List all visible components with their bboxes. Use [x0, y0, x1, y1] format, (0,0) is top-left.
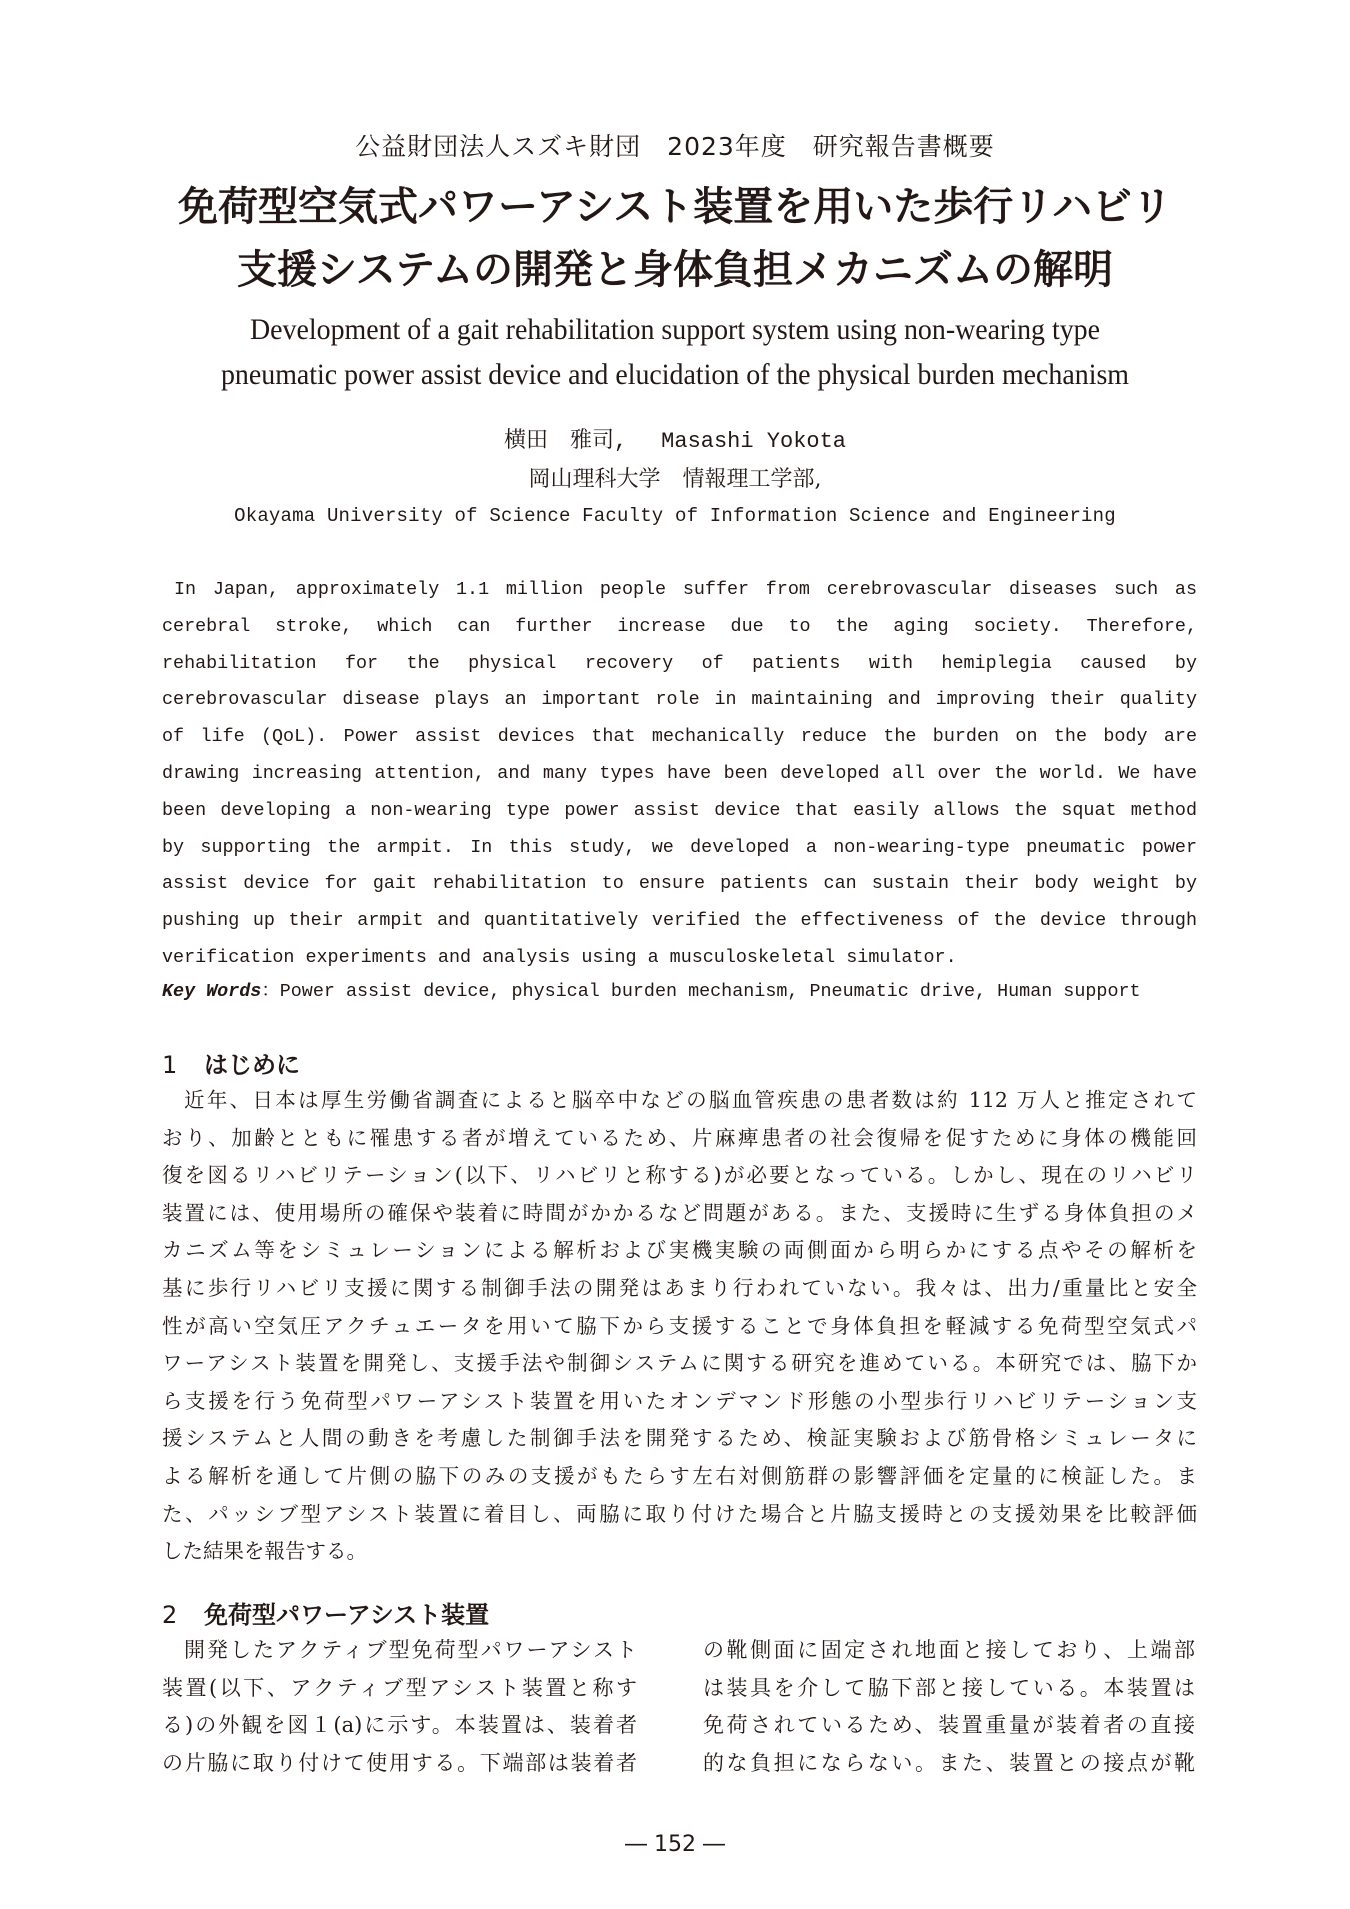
body-line: の靴側面に固定され地面と接しており、上端部 [703, 1638, 1195, 1662]
section-1-body [162, 1082, 1197, 1571]
body-line: は装具を介して脇下部と接している。本装置は [703, 1675, 1195, 1700]
body-line: 性が高い空気圧アクチュエータを用いて脇下から支援することで身体負担を軽減する免荷型空気式パ [162, 1313, 1197, 1338]
abstract-line: rehabilitation for the physical recovery of patients with hemiplegia caused by [162, 652, 1197, 674]
abstract-line: verification experiments and analysis using a musculoskeletal simulator. [162, 946, 957, 968]
body-line: カニズム等をシミュレーションによる解析および実機実験の両側面から明らかにする点やその解析を [162, 1238, 1197, 1263]
body-line: おり、加齢とともに罹患する者が増えているため、片麻痺患者の社会復帰を促すために身体の機能回 [162, 1125, 1197, 1150]
section-number: 2 [162, 1601, 178, 1629]
body-line: 基に歩行リハビリ支援に関する制御手法の開発はあまり行われていない。我々は、出力/重量比と安全 [162, 1275, 1197, 1300]
title-japanese-line-2: 支援システムの開発と身体負担メカニズムの解明 [237, 247, 1113, 293]
abstract [162, 572, 1197, 977]
abstract-line: of life (QoL). Power assist devices that mechanically reduce the burden on the body are [162, 726, 1197, 748]
section-title: 免荷型パワーアシスト装置 [204, 1601, 490, 1629]
abstract-line: drawing increasing attention, and many types have been developed all over the world. We have [162, 762, 1197, 784]
body-line: 近年、日本は厚生労働省調査によると脳卒中などの脳血管疾患の患者数は約 112 万人と推定されて [184, 1088, 1197, 1112]
body-line: した結果を報告する。 [162, 1539, 367, 1564]
keywords-label: Key Words [162, 981, 262, 1002]
title-japanese-line-1: 免荷型空気式パワーアシスト装置を用いた歩行リハビリ [178, 184, 1172, 230]
abstract-line: In Japan, approximately 1.1 million people suffer from cerebrovascular diseases such as [174, 579, 1197, 600]
body-line: 免荷されているため、装置重量が装着者の直接 [703, 1713, 1195, 1738]
body-line: 復を図るリハビリテーション(以下、リハビリと称する)が必要となっている。しかし、現在のリハビリ [162, 1163, 1197, 1188]
section-number: 1 [162, 1051, 178, 1079]
abstract-line: assist device for gait rehabilitation to ensure patients can sustain their body weight by [162, 873, 1197, 895]
report-header: 公益財団法人スズキ財団 2023年度 研究報告書概要 [355, 132, 995, 161]
abstract-line: pushing up their armpit and quantitatively verified the effectiveness of the device through [162, 910, 1197, 932]
keywords [162, 978, 1202, 1006]
author-name-jp: 横田 雅司, [503, 429, 628, 454]
affiliation-jp: 岡山理科大学 情報理工学部, [528, 467, 822, 492]
body-line: ら支援を行う免荷型パワーアシスト装置を用いたオンデマンド形態の小型歩行リハビリテーション支 [162, 1388, 1197, 1413]
body-line: ワーアシスト装置を開発し、支援手法や制御システムに関する研究を進めている。本研究では、脇下か [162, 1351, 1197, 1376]
body-line: よる解析を通して片側の脇下のみの支援がもたらす左右対側筋群の影響評価を定量的に検証した。ま [162, 1463, 1197, 1488]
body-line: た、パッシブ型アシスト装置に着目し、両脇に取り付けた場合と片脇支援時との支援効果を比較評価 [162, 1501, 1197, 1526]
section-2-left-column [162, 1632, 637, 1783]
keywords-separator: ： [261, 981, 280, 1002]
affiliation-en: Okayama University of Science Faculty of Information Science and Engineering [234, 505, 1116, 527]
abstract-line: cerebral stroke, which can further increase due to the aging society. Therefore, [162, 615, 1197, 637]
body-line: 的な負担にならない。また、装置との接点が靴 [703, 1751, 1195, 1776]
abstract-line: cerebrovascular disease plays an important role in maintaining and improving their quality [162, 689, 1197, 711]
section-2-right-column [703, 1632, 1195, 1783]
section-title: はじめに [204, 1051, 300, 1079]
body-line: 開発したアクティブ型免荷型パワーアシスト [184, 1638, 637, 1662]
section-heading-2 [162, 1600, 489, 1630]
section-heading-1 [162, 1050, 300, 1080]
title-english-line-1: Development of a gait rehabilitation support system using non-wearing type [250, 313, 1100, 346]
abstract-line: by supporting the armpit. In this study, we developed a non-wearing-type pneumatic power [162, 836, 1197, 858]
page-number: ― 152 ― [625, 1832, 725, 1857]
abstract-line: been developing a non-wearing type power assist device that easily allows the squat method [162, 799, 1197, 821]
author-line [0, 428, 1350, 456]
body-line: 装置には、使用場所の確保や装着に時間がかかるなど問題がある。また、支援時に生ずる身体負担のメ [162, 1200, 1197, 1225]
keywords-value: Power assist device, physical burden mechanism, Pneumatic drive, Human support [279, 981, 1141, 1002]
body-line: る)の外観を図１(a)に示す。本装置は、装着者 [162, 1713, 637, 1738]
title-english-line-2: pneumatic power assist device and elucidation of the physical burden mechanism [220, 358, 1130, 391]
author-name-en: Masashi Yokota [661, 429, 847, 454]
body-line: 援システムと人間の動きを考慮した制御手法を開発するため、検証実験および筋骨格シミュレータに [162, 1426, 1197, 1451]
body-line: の片脇に取り付けて使用する。下端部は装着者 [162, 1751, 637, 1776]
body-line: 装置(以下、アクティブ型アシスト装置と称す [162, 1675, 637, 1700]
